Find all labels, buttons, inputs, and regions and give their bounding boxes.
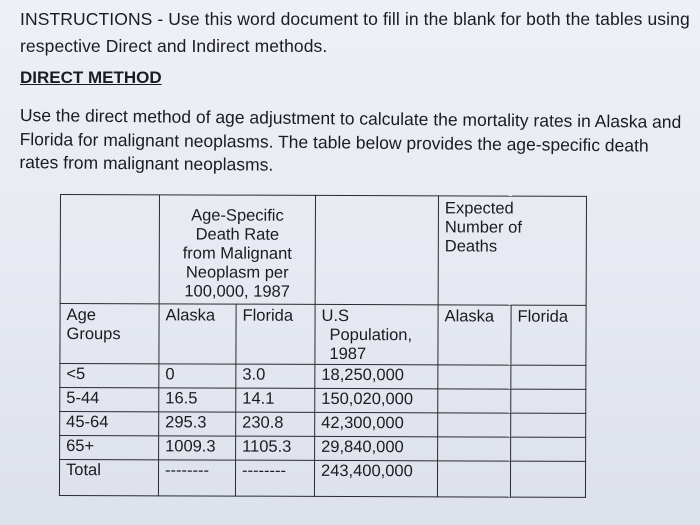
direct-method-table (59, 194, 587, 498)
instructions-text: INSTRUCTIONS - Use this word document to fill in the blank for both the tables using respective Direct and Indirect methods. (20, 9, 690, 56)
rate-header-cell (159, 195, 315, 305)
expected-florida-cell[interactable] (511, 437, 586, 461)
expected-alaska-cell[interactable] (438, 437, 511, 461)
expected-header-line: Number of (444, 218, 522, 237)
us-population-cell: 29,840,000 (315, 436, 438, 460)
age-cell: 45-64 (60, 412, 159, 436)
rate-header-line: 100,000, 1987 (184, 282, 290, 301)
florida-rate-cell: 230.8 (236, 412, 315, 436)
table-row (60, 436, 586, 462)
expected-florida-total-cell[interactable] (510, 461, 585, 497)
us-population-header (315, 304, 438, 364)
expected-florida-header: Florida (511, 305, 586, 365)
us-population-cell: 18,250,000 (315, 364, 438, 388)
rate-header-line: Neoplasm per (185, 263, 289, 282)
intro-paragraph: Use the direct method of age adjustment to calculate the mortality rates in Alaska and Florida for malignant neoplasms. The table below provides the age-specific death rates from malignant neoplasms. (19, 104, 682, 175)
column-header-row (60, 304, 586, 366)
table-row (60, 364, 586, 390)
us-population-label: 1987 (329, 344, 367, 364)
age-groups-label: Groups (66, 325, 121, 344)
expected-florida-cell[interactable] (511, 413, 586, 437)
florida-total-cell: -------- (235, 460, 314, 496)
expected-florida-cell[interactable] (511, 365, 586, 389)
total-label-cell: Total (59, 460, 158, 496)
table-row (60, 412, 586, 438)
age-groups-label: Age (66, 306, 96, 325)
alaska-total-cell: -------- (158, 460, 235, 496)
alaska-rate-cell: 295.3 (159, 412, 236, 436)
us-population-cell: 42,300,000 (315, 412, 438, 436)
total-row (59, 460, 585, 498)
rate-header-line: Age-Specific (191, 206, 284, 225)
alaska-rate-cell: 0 (159, 364, 236, 388)
table-header-row (60, 195, 586, 306)
florida-rate-cell: 3.0 (236, 364, 315, 388)
age-cell: 65+ (60, 436, 159, 460)
age-cell: <5 (60, 364, 159, 388)
alaska-rate-cell: 16.5 (159, 388, 236, 412)
table-row (60, 388, 586, 414)
florida-rate-cell: 1105.3 (236, 436, 315, 460)
age-cell: 5-44 (60, 388, 159, 412)
direct-method-table-wrapper (59, 194, 587, 498)
expected-alaska-total-cell[interactable] (437, 461, 510, 497)
expected-alaska-cell[interactable] (438, 389, 511, 413)
rate-header-line: Death Rate (195, 225, 280, 244)
age-groups-header (60, 304, 159, 364)
alaska-rate-cell: 1009.3 (159, 436, 236, 460)
expected-florida-cell[interactable] (511, 389, 586, 413)
header-empty-cell (315, 195, 438, 304)
expected-alaska-cell[interactable] (438, 365, 511, 389)
expected-header-line: Deaths (444, 237, 498, 256)
expected-alaska-cell[interactable] (438, 413, 511, 437)
header-empty-cell (60, 195, 159, 304)
us-population-total-cell: 243,400,000 (314, 460, 437, 496)
expected-header-cell (438, 196, 586, 306)
florida-rate-header: Florida (236, 304, 315, 364)
us-population-cell: 150,020,000 (315, 388, 438, 412)
section-heading: DIRECT METHOD (20, 68, 162, 87)
us-population-label: U.S (321, 306, 350, 326)
rate-header-line: from Malignant (182, 244, 292, 263)
florida-rate-cell: 14.1 (236, 388, 315, 412)
expected-alaska-header: Alaska (438, 305, 511, 365)
us-population-label: Population, (329, 325, 413, 345)
alaska-rate-header: Alaska (159, 304, 236, 364)
expected-header-line: Expected (444, 199, 514, 218)
